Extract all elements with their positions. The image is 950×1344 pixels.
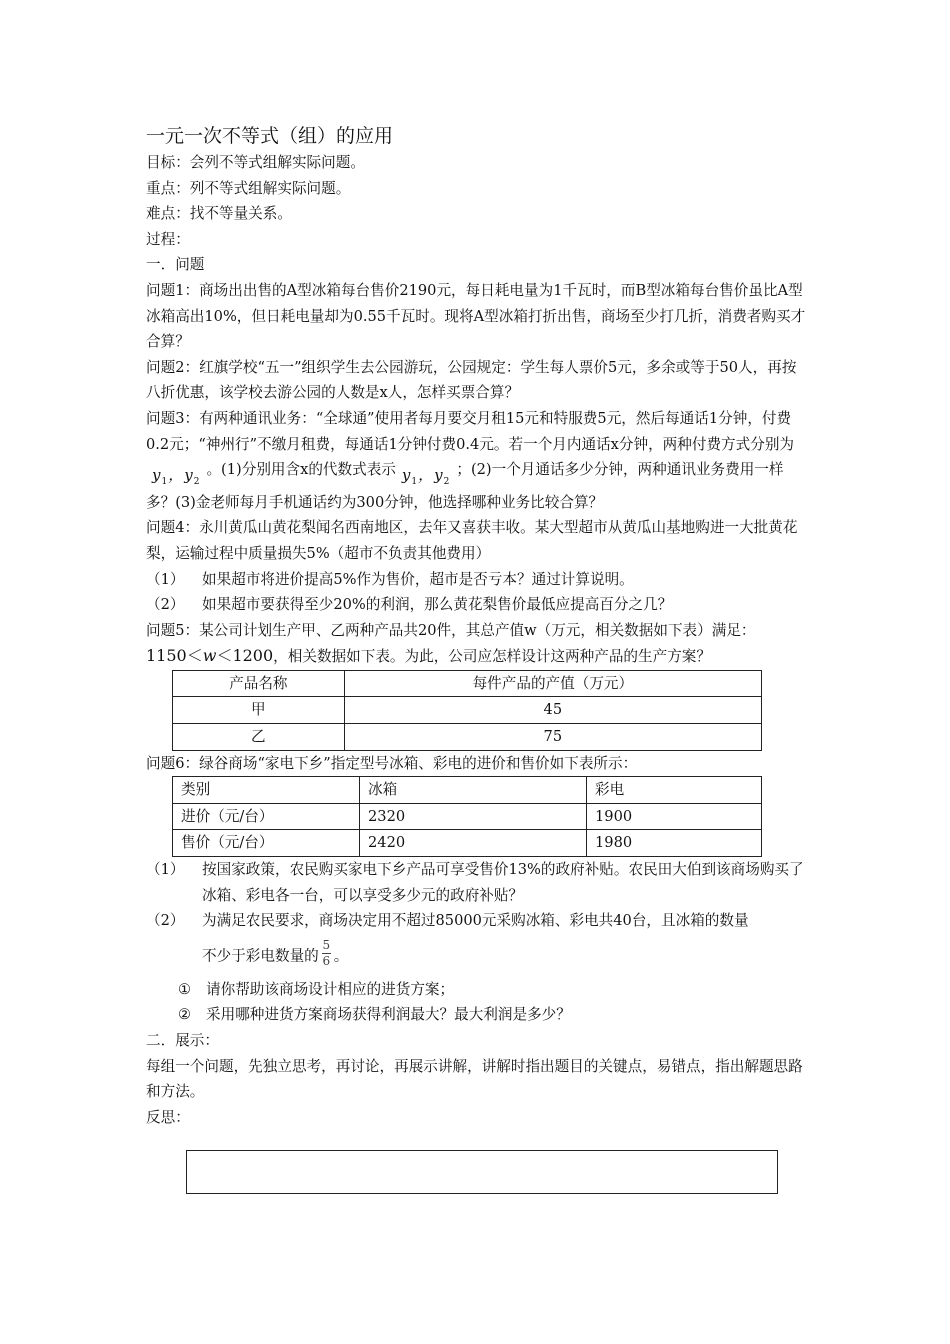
table-cell: 1980 <box>587 830 762 857</box>
process-label: 过程： <box>146 230 190 248</box>
q4-item-2-text: 如果超市要获得至少20%的利润，那么黄花梨售价最低应提高百分之几？ <box>202 596 673 614</box>
fraction-denominator: 6 <box>322 953 331 968</box>
table-header-cell: 彩电 <box>587 777 762 804</box>
question-3-part-3: ；(2)一个月通话多少分钟，两种通讯业务费用一样多？(3)金老师每月手机通话约为300分钟，他选择哪种业务比较合算？ <box>146 461 784 511</box>
q4-item-2 <box>146 592 810 618</box>
q6-item-2-continuation <box>202 937 349 971</box>
table-cell: 2320 <box>360 803 587 830</box>
table-row <box>173 697 762 724</box>
table-header-cell: 类别 <box>173 777 360 804</box>
math-y1-y2-second <box>401 466 451 488</box>
table-header-row <box>173 670 762 697</box>
math-comma-a: ， <box>168 466 185 485</box>
table-row <box>173 803 762 830</box>
question-3-part-2: 。(1)分别用含x的代数式表示 <box>206 461 396 479</box>
question-5-tail: ，相关数据如下表。为此，公司应怎样设计这两种产品的生产方案？ <box>273 648 711 666</box>
math-y-d: y <box>434 466 444 485</box>
q6-item-2-number: （2） <box>146 912 185 930</box>
math-sub-1b: 1 <box>411 477 419 488</box>
section-1-heading: 一．问题 <box>146 256 205 274</box>
fraction-numerator: 5 <box>322 937 331 952</box>
table-cell: 75 <box>344 724 761 751</box>
inequality-right: ＜1200 <box>216 646 274 666</box>
inequality <box>146 646 273 665</box>
question-1: 问题1：商场出出售的A型冰箱每台售价2190元，每日耗电量为1千瓦时，而B型冰箱每台售价虽比A型冰箱高出10%，但日耗电量却为0.55千瓦时。现将A型冰箱打折出售，商场至少打几折，消费者购买才合算？ <box>146 281 806 351</box>
question-2: 问题2：红旗学校“五一”组织学生去公园游玩，公园规定：学生每人票价5元，多余或等于50人，再按八折优惠，该学校去游公园的人数是x人，怎样买票合算？ <box>146 358 797 402</box>
question-5-inequality-line <box>146 643 810 670</box>
question-3-part-1: 问题3：有两种通讯业务：“全球通”使用者每月要交月租15元和特服费5元，然后每通话1分钟，付费0.2元；“神州行”不缴月租费，每通话1分钟付费0.4元。若一个月内通话x分钟，两种付费方式分别为 <box>146 409 795 453</box>
table-cell: 1900 <box>587 803 762 830</box>
math-sub-2a: 2 <box>193 477 201 488</box>
price-table <box>172 776 762 857</box>
key-point-text: 重点：列不等式组解实际问题。 <box>146 179 351 197</box>
inequality-variable: w <box>202 646 217 666</box>
q6-sub-list <box>146 977 810 1028</box>
question-5: 问题5：某公司计划生产甲、乙两种产品共20件，其总产值w（万元，相关数据如下表）满足： <box>146 621 756 639</box>
list-item-text: 请你帮助该商场设计相应的进货方案； <box>206 980 455 998</box>
q6-item-1-number: （1） <box>146 861 185 879</box>
math-sub-1a: 1 <box>161 477 169 488</box>
question-4: 问题4：永川黄瓜山黄花梨闻名西南地区，去年又喜获丰收。某大型超市从黄瓜山基地购进一大批黄花梨，运输过程中质量损失5%（超市不负责其他费用） <box>146 519 798 562</box>
product-value-table <box>172 670 762 751</box>
q6-item-2-end: 。 <box>333 947 349 965</box>
table-row <box>173 724 762 751</box>
reflection-box[interactable] <box>186 1150 778 1194</box>
q4-item-1 <box>146 567 810 593</box>
q6-item-1 <box>146 857 810 908</box>
q4-item-2-number: （2） <box>146 596 185 614</box>
math-y1-y2 <box>152 466 201 488</box>
q6-item-2-text-main: 为满足农民要求，商场决定用不超过85000元采购冰箱、彩电共40台，且冰箱的数量 <box>202 912 749 930</box>
q4-item-1-text: 如果超市将进价提高5%作为售价，超市是否亏本？通过计算说明。 <box>202 570 634 588</box>
math-y-c: y <box>401 466 412 485</box>
list-item <box>178 977 810 1003</box>
q6-item-2-text <box>202 908 810 971</box>
math-sub-2b: 2 <box>443 477 451 488</box>
table-cell: 售价（元/台） <box>173 830 360 857</box>
q6-item-2-cont-text: 不少于彩电数量的 <box>202 947 319 965</box>
q6-item-1-text: 按国家政策，农民购买家电下乡产品可享受售价13%的政府补贴。农民田大伯到该商场购买了冰箱、彩电各一台，可以享受多少元的政府补贴？ <box>202 861 804 904</box>
table-cell: 乙 <box>173 724 345 751</box>
q6-item-2 <box>146 908 810 971</box>
table-header-row <box>173 777 762 804</box>
q4-item-1-number: （1） <box>146 570 185 588</box>
question-3 <box>146 406 810 515</box>
math-y-b: y <box>184 466 194 485</box>
math-y-a: y <box>152 466 162 485</box>
circled-number: ② <box>178 1006 192 1024</box>
list-item-text: 采用哪种进货方案商场获得利润最大？最大利润是多少？ <box>206 1006 571 1024</box>
table-cell: 45 <box>344 697 761 724</box>
inequality-left: 1150＜ <box>146 646 203 666</box>
fraction-5-6 <box>322 939 331 968</box>
circled-number: ① <box>178 980 192 998</box>
table-cell: 进价（元/台） <box>173 803 360 830</box>
worksheet <box>146 122 810 1130</box>
goal-text: 目标：会列不等式组解实际问题。 <box>146 154 365 171</box>
table-header-cell: 产品名称 <box>173 670 345 697</box>
table-row <box>173 830 762 857</box>
math-comma-b: ， <box>418 466 435 485</box>
reflection-label: 反思： <box>146 1108 190 1126</box>
show-instructions: 每组一个问题，先独立思考，再讨论，再展示讲解，讲解时指出题目的关键点，易错点，指出解题思路和方法。 <box>146 1057 803 1101</box>
table-cell: 2420 <box>360 830 587 857</box>
list-item <box>178 1002 810 1028</box>
section-2-heading: 二．展示： <box>146 1032 219 1049</box>
table-header-cell: 冰箱 <box>360 777 587 804</box>
table-cell: 甲 <box>173 697 345 724</box>
table-header-cell: 每件产品的产值（万元） <box>344 670 761 697</box>
question-6: 问题6：绿谷商场“家电下乡”指定型号冰箱、彩电的进价和售价如下表所示： <box>146 754 638 772</box>
page-title: 一元一次不等式（组）的应用 <box>146 125 394 147</box>
difficulty-text: 难点：找不等量关系。 <box>146 205 292 223</box>
